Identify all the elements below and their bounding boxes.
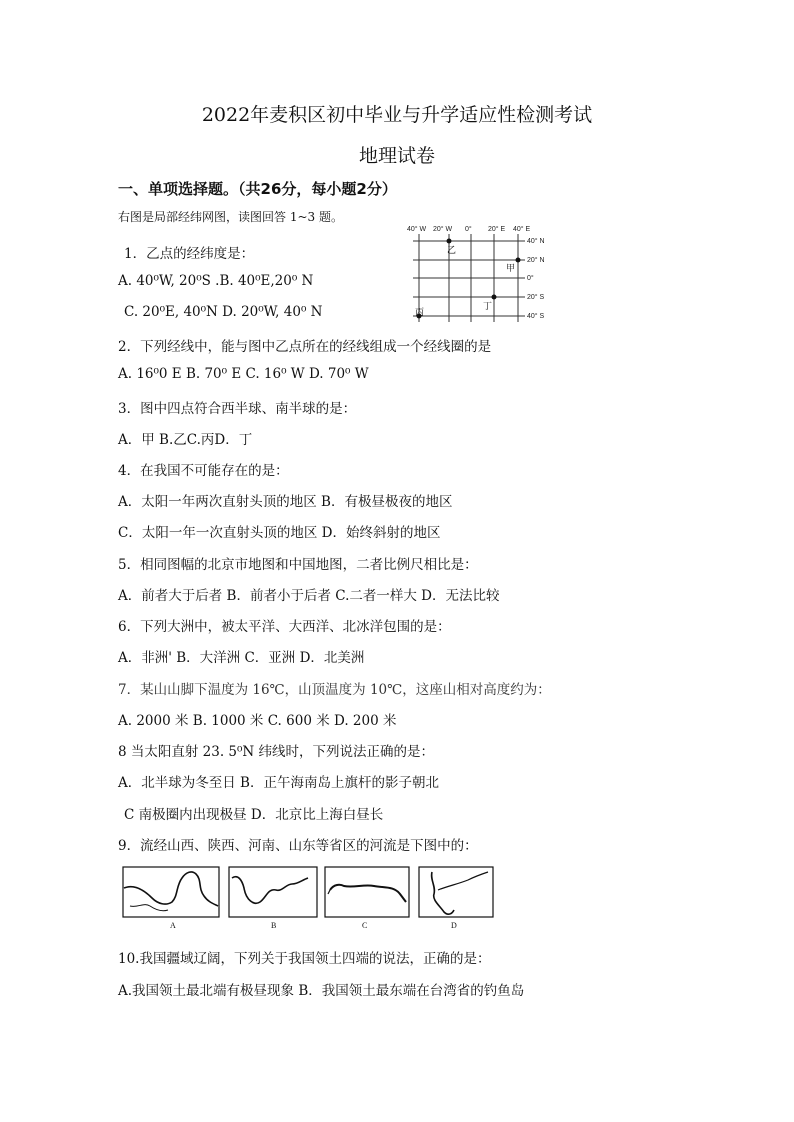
point-yi-label: 乙	[447, 246, 457, 256]
lon-label-20e: 20° E	[488, 226, 506, 233]
point-jia-label: 甲	[506, 264, 516, 274]
point-bing-label: 丙	[415, 308, 425, 318]
q7-options: A. 2000 米 B. 1000 米 C. 600 米 D. 200 米	[118, 713, 397, 729]
river-map-d	[418, 866, 494, 918]
exam-subtitle: 地理试卷	[358, 145, 435, 167]
q2-options: A. 16⁰0 E B. 70⁰ E C. 16⁰ W D. 70⁰ W	[118, 366, 369, 382]
point-ding-label: 丁	[483, 302, 493, 312]
river-map-b-label: B	[271, 921, 277, 930]
river-map-a	[122, 866, 220, 918]
q3-stem: 3．图中四点符合西半球、南半球的是：	[118, 401, 357, 417]
lat-label-40n: 40° N	[527, 238, 545, 245]
river-map-c-label: C	[362, 921, 368, 930]
river-map-c	[324, 866, 410, 918]
q3-options: A．甲 B.乙C.丙D．丁	[118, 432, 253, 448]
intro-text: 右图是局部经纬网图，读图回答 1~3 题。	[118, 210, 343, 224]
lat-label-20n: 20° N	[527, 257, 545, 264]
q4-options-ab: A．太阳一年两次直射头顶的地区 B．有极昼极夜的地区	[118, 494, 453, 510]
exam-title: 2022年麦积区初中毕业与升学适应性检测考试	[201, 104, 593, 126]
q6-stem: 6．下列大洲中，被太平洋、大西洋、北冰洋包围的是：	[118, 619, 451, 635]
q5-options: A．前者大于后者 B．前者小于后者 C.二者一样大 D．无法比较	[118, 588, 500, 604]
lon-label-40w: 40° W	[407, 226, 427, 233]
q8-options-cd: C 南极圈内出现极昼 D．北京比上海白昼长	[124, 807, 384, 823]
lon-label-40e: 40° E	[513, 226, 531, 233]
river-map-d-label: D	[451, 921, 457, 930]
lat-label-20s: 20° S	[527, 294, 545, 301]
q8-stem: 8 当太阳直射 23. 5⁰N 纬线时，下列说法正确的是：	[118, 744, 435, 760]
q5-stem: 5．相同图幅的北京市地图和中国地图，二者比例尺相比是：	[118, 557, 478, 573]
lon-label-20w: 20° W	[433, 226, 453, 233]
lat-label-40s: 40° S	[527, 313, 545, 320]
q8-options-ab: A．北半球为冬至日 B．正午海南岛上旗杆的影子朝北	[118, 775, 439, 791]
q7-stem: 7．某山山脚下温度为 16℃，山顶温度为 10℃，这座山相对高度约为：	[118, 682, 551, 698]
section-heading: 一、单项选择题。（共26分，每小题2分）	[118, 180, 397, 198]
lon-label-0: 0°	[465, 226, 472, 233]
q1-options-cd: C. 20⁰E, 40⁰N D. 20⁰W, 40⁰ N	[124, 304, 323, 320]
q6-options: A．非洲' B．大洋洲 C．亚洲 D．北美洲	[118, 650, 365, 666]
q10-stem: 10.我国疆域辽阔，下列关于我国领土四端的说法，正确的是：	[118, 951, 491, 967]
q4-options-cd: C．太阳一年一次直射头顶的地区 D．始终斜射的地区	[118, 525, 441, 541]
q1-options-ab: A. 40⁰W, 20⁰S .B. 40⁰E,20⁰ N	[118, 273, 314, 289]
q4-stem: 4．在我国不可能存在的是：	[118, 463, 289, 479]
lat-label-0: 0°	[527, 275, 534, 282]
q9-stem: 9．流经山西、陕西、河南、山东等省区的河流是下图中的：	[118, 838, 478, 854]
q1-stem: 1．乙点的经纬度是：	[124, 246, 255, 262]
q10-options-ab: A.我国领土最北端有极昼现象 B．我国领土最东端在台湾省的钓鱼岛	[118, 983, 525, 999]
river-map-b	[228, 866, 318, 918]
river-map-a-label: A	[170, 921, 176, 930]
lat-lon-grid-figure	[405, 222, 575, 327]
q2-stem: 2．下列经线中，能与图中乙点所在的经线组成一个经线圈的是	[118, 339, 492, 355]
